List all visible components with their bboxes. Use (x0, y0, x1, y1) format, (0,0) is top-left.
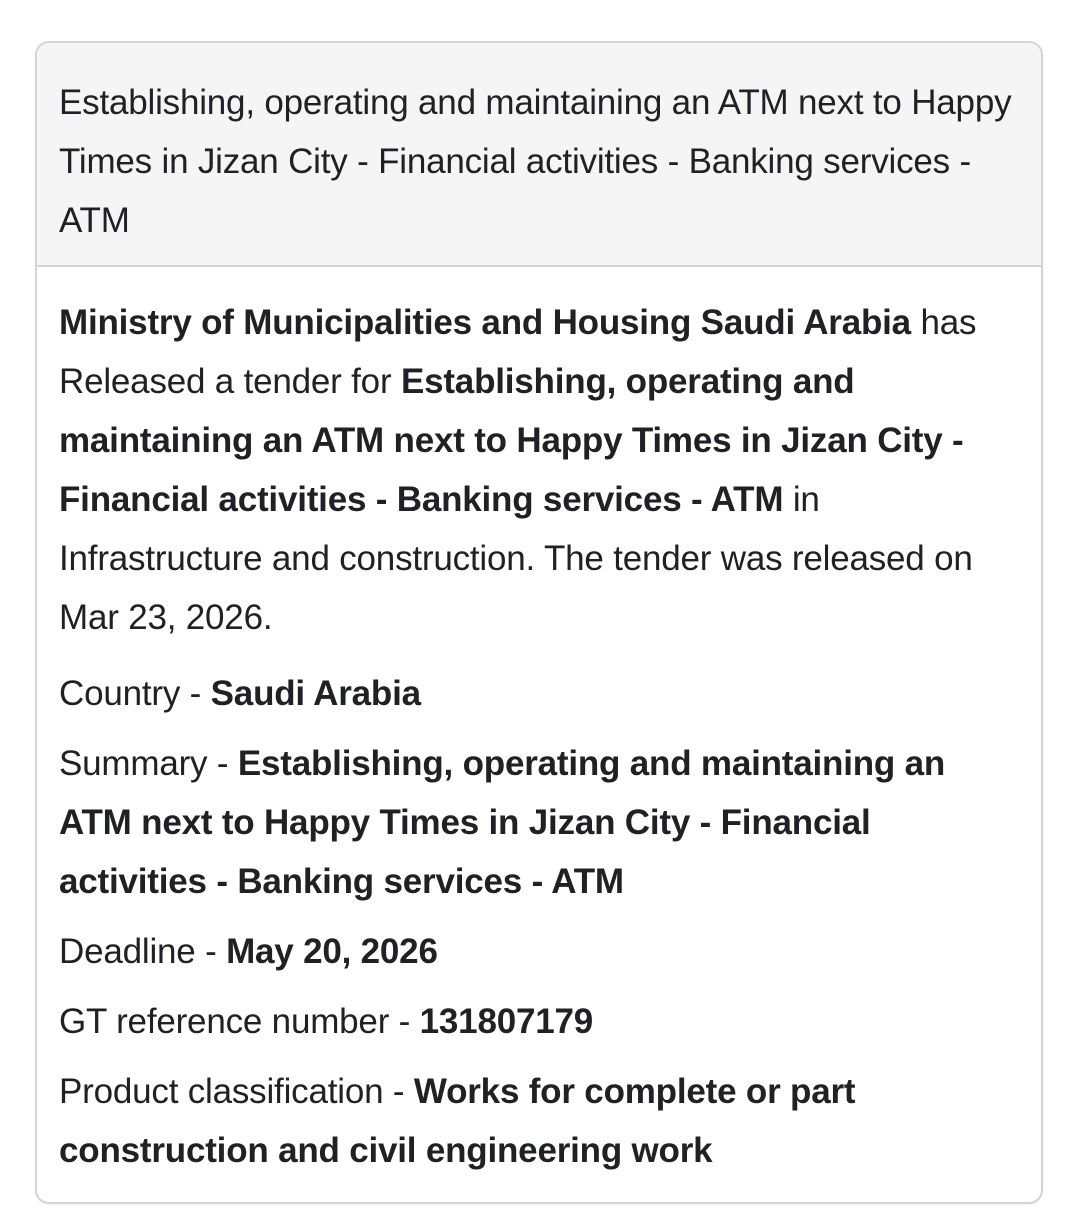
field-value: Establishing, operating and maintaining an ATM next to Happy Times in Jizan City - Financial activities - Banking services - ATM (59, 744, 946, 901)
sector-release-text: in Infrastructure and construction. The tender was released on Mar 23, 2026. (59, 480, 973, 637)
field-summary (59, 734, 1019, 911)
field-value: Saudi Arabia (210, 674, 421, 713)
tender-card-body (37, 267, 1041, 1204)
field-label: Summary - (59, 744, 238, 783)
tender-title-inline: Establishing, operating and maintaining an ATM next to Happy Times in Jizan City - Financial activities - Banking services - ATM (59, 362, 964, 519)
field-label: Country - (59, 674, 211, 713)
issuing-authority: Ministry of Municipalities and Housing Saudi Arabia (59, 303, 911, 342)
field-label: Product classification - (59, 1072, 414, 1111)
field-product-classification (59, 1062, 1019, 1180)
field-country (59, 664, 1019, 723)
field-gt-reference-number (59, 992, 1019, 1051)
field-label: Deadline - (59, 932, 227, 971)
released-text: has Released a tender for (59, 303, 977, 401)
field-label: GT reference number - (59, 1002, 420, 1041)
tender-card (35, 41, 1043, 1204)
field-value: Works for complete or part construction and civil engineering work (59, 1072, 856, 1170)
tender-card-header (37, 43, 1041, 267)
tender-title: Establishing, operating and maintaining an ATM next to Happy Times in Jizan City - Financial activities - Banking services - ATM (59, 83, 1012, 240)
tender-description (59, 293, 1019, 647)
field-value: 131807179 (419, 1002, 594, 1041)
field-deadline (59, 922, 1019, 981)
field-value: May 20, 2026 (226, 932, 438, 971)
